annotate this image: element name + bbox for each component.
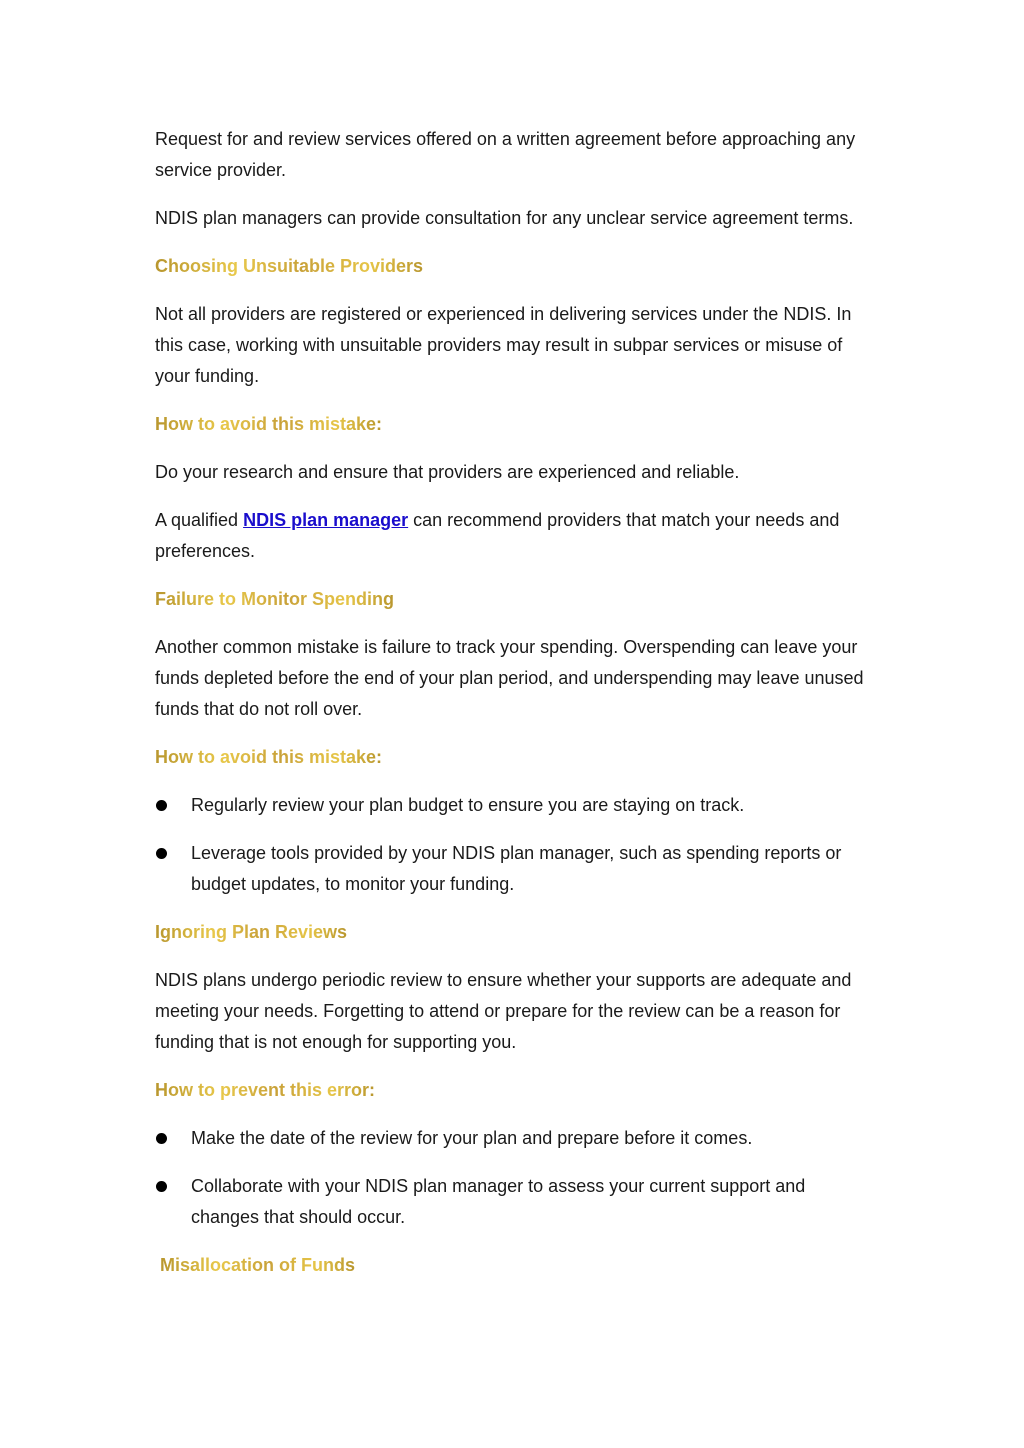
list-item-text: Collaborate with your NDIS plan manager to assess your current support and changes that should occur. xyxy=(191,1176,806,1227)
list-item xyxy=(155,1171,875,1233)
list-item xyxy=(155,838,875,900)
list-item xyxy=(155,1123,875,1154)
paragraph-qualified-manager xyxy=(155,505,875,567)
paragraph-track-spending: Another common mistake is failure to track your spending. Overspending can leave your funds depleted before the end of your plan period, and underspending may leave unused funds that do not roll over. xyxy=(155,637,864,719)
document-page xyxy=(155,124,875,1298)
heading-misallocation-of-funds: Misallocation of Funds xyxy=(160,1250,355,1281)
list-item-text: Regularly review your plan budget to ensure you are staying on track. xyxy=(191,795,745,815)
bullet-icon xyxy=(156,1181,167,1192)
paragraph-periodic-review: NDIS plans undergo periodic review to ensure whether your supports are adequate and meeting your needs. Forgetting to attend or prepare for the review can be a reason for funding that is not enough for supporting you. xyxy=(155,970,852,1052)
bullet-icon xyxy=(156,848,167,859)
paragraph-written-agreement: Request for and review services offered on a written agreement before approaching any service provider. xyxy=(155,129,856,180)
bullet-icon xyxy=(156,1133,167,1144)
list-item xyxy=(155,790,875,821)
ndis-plan-manager-link[interactable]: NDIS plan manager xyxy=(243,510,409,530)
text-after-link: can recommend providers that match your needs and preferences. xyxy=(155,510,840,561)
heading-how-to-prevent: How to prevent this error: xyxy=(155,1075,375,1106)
heading-choosing-unsuitable-providers: Choosing Unsuitable Providers xyxy=(155,251,423,282)
paragraph-consultation: NDIS plan managers can provide consultation for any unclear service agreement terms. xyxy=(155,208,854,228)
heading-failure-to-monitor-spending: Failure to Monitor Spending xyxy=(155,584,394,615)
list-item-text: Leverage tools provided by your NDIS plan manager, such as spending reports or budget updates, to monitor your funding. xyxy=(191,843,842,894)
heading-how-to-avoid-1: How to avoid this mistake: xyxy=(155,409,382,440)
bullet-list-reviews xyxy=(155,1123,875,1233)
text-before-link: A qualified xyxy=(155,510,244,530)
heading-ignoring-plan-reviews: Ignoring Plan Reviews xyxy=(155,917,347,948)
paragraph-do-research: Do your research and ensure that providers are experienced and reliable. xyxy=(155,462,740,482)
list-item-text: Make the date of the review for your plan and prepare before it comes. xyxy=(191,1128,753,1148)
paragraph-unsuitable-providers: Not all providers are registered or experienced in delivering services under the NDIS. In this case, working with unsuitable providers may result in subpar services or misuse of your funding. xyxy=(155,304,852,386)
heading-how-to-avoid-2: How to avoid this mistake: xyxy=(155,742,382,773)
bullet-list-spending xyxy=(155,790,875,900)
bullet-icon xyxy=(156,800,167,811)
